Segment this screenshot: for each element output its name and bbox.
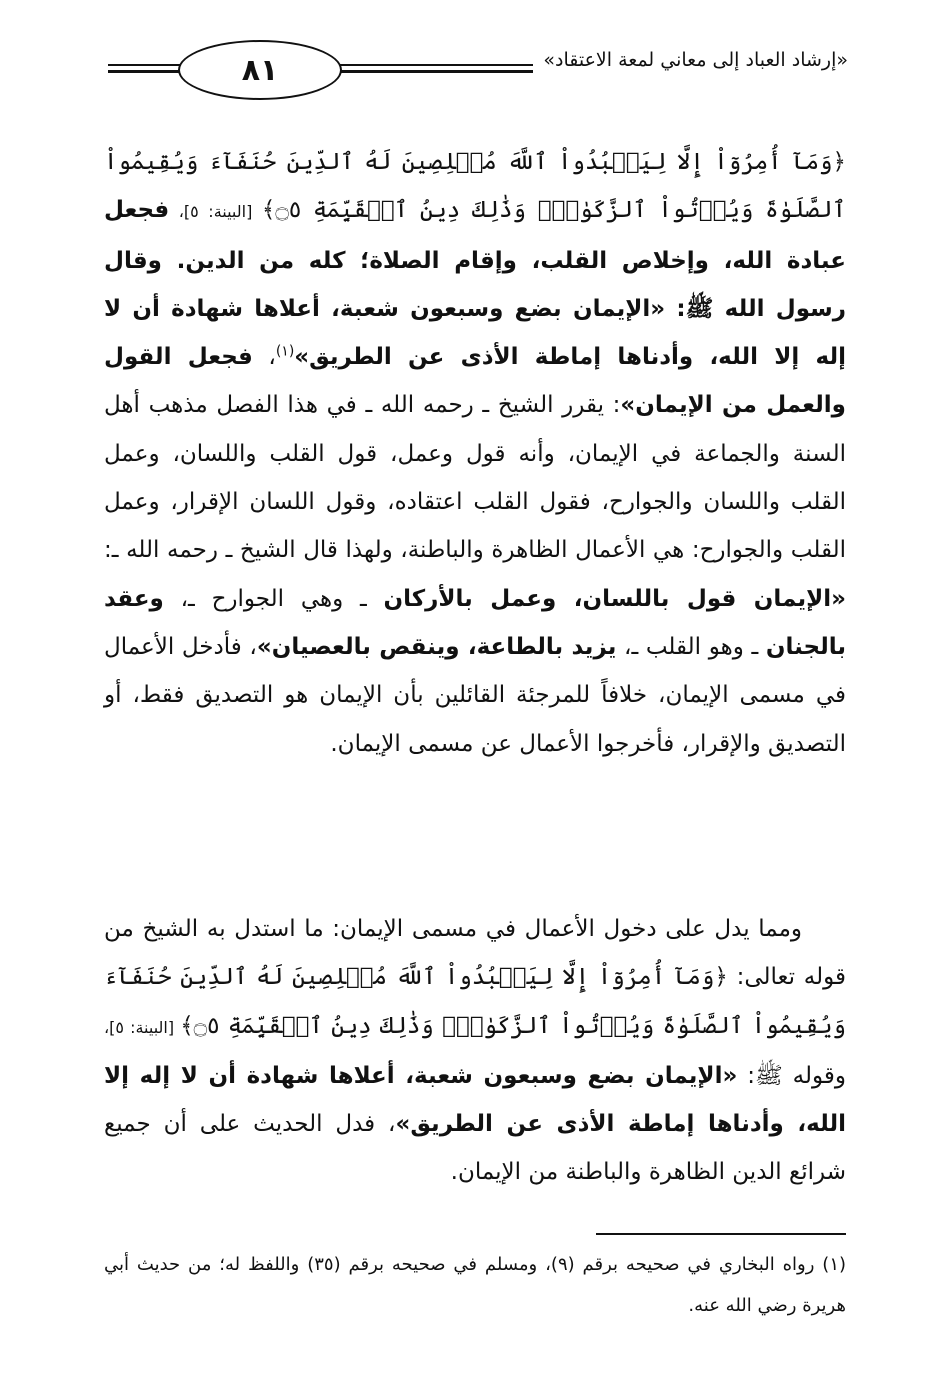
text-run: ، bbox=[252, 344, 276, 371]
quoted-text: وعقد بالجنان bbox=[104, 585, 846, 660]
text-run: وقوله ﷺ: bbox=[737, 1062, 847, 1089]
paragraph-1 bbox=[104, 138, 846, 768]
quran-verse: ﴿وَمَآ أُمِرُوٓاْ إِلَّا لِيَعۡبُدُواْ ٱللَّهَ مُخۡلِصِينَ لَهُ ٱلدِّينَ حُنَفَآءَ وَيُقِيمُواْ ٱلصَّلَوٰةَ وَيُؤۡتُواْ ٱلزَّكَوٰةَۚ وَذَٰلِكَ دِينُ ٱلۡقَيِّمَةِ ۝٥﴾ bbox=[104, 149, 846, 224]
footnote-separator bbox=[596, 1233, 846, 1235]
footnote-1: (١) رواه البخاري في صحيحه برقم (٩)، ومسلم في صحيحه برقم (٣٥) واللفظ له؛ من حديث أبي هريرة رضي الله عنه. bbox=[104, 1254, 847, 1316]
page-number: ٨١ bbox=[241, 52, 279, 88]
quoted-text: «الإيمان قول باللسان، وعمل بالأركان bbox=[383, 585, 846, 612]
running-header bbox=[108, 40, 848, 110]
text-run: ومما يدل على دخول الأعمال في مسمى الإيمان: ما استدل به الشيخ من قوله تعالى: bbox=[104, 916, 846, 991]
footnote-marker: (١) bbox=[275, 343, 295, 360]
text-run: ـ وهو القلب ـ، bbox=[616, 633, 766, 660]
text-run: ـ وهي الجوارح ـ، bbox=[163, 585, 384, 612]
page-number-oval bbox=[178, 40, 342, 100]
verse-reference: [البينة: ٥]، bbox=[169, 202, 262, 222]
quoted-text: فجعل القول والعمل من الإيمان» bbox=[104, 344, 846, 419]
running-title: «إرشاد العباد إلى معاني لمعة الاعتقاد» bbox=[533, 40, 848, 80]
verse-reference: [البينة: ٥]، bbox=[104, 1017, 181, 1037]
text-run: ، فدل الحديث على أن جميع شرائع الدين الظاهرة والباطنة من الإيمان. bbox=[104, 1111, 846, 1186]
footnotes bbox=[104, 1244, 846, 1326]
quoted-text: فجعل عبادة الله، وإخلاص القلب، وإقام الصلاة؛ كله من الدين. وقال رسول الله ﷺ: «الإيمان بضع وسبعون شعبة، أعلاها شهادة أن لا إله إلا الله، وأدناها إماطة الأذى عن الطريق» bbox=[104, 197, 846, 371]
quoted-text: «الإيمان بضع وسبعون شعبة، أعلاها شهادة أن لا إله إلا الله، وأدناها إماطة الأذى عن الطريق» bbox=[104, 1062, 846, 1138]
paragraph-2 bbox=[104, 905, 846, 1197]
text-run: : يقرر الشيخ ـ رحمه الله ـ في هذا الفصل مذهب أهل السنة والجماعة في الإيمان، وأنه قول وعمل، قول القلب واللسان، وعمل القلب واللسان والجوارح، فقول القلب اعتقاده، وقول اللسان الإقرار، وعمل القلب والجوارح: هي الأعمال الظاهرة والباطنة، ولهذا قال الشيخ ـ رحمه الله ـ: bbox=[104, 392, 846, 564]
quoted-text: يزيد بالطاعة، وينقص بالعصيان» bbox=[256, 633, 617, 660]
text-run: ، فأدخل الأعمال في مسمى الإيمان، خلافاً للمرجئة القائلين بأن الإيمان هو التصديق فقط، أو التصديق والإقرار، فأخرجوا الأعمال عن مسمى الإيمان. bbox=[104, 633, 846, 757]
quran-verse: ﴿وَمَآ أُمِرُوٓاْ إِلَّا لِيَعۡبُدُواْ ٱللَّهَ مُخۡلِصِينَ لَهُ ٱلدِّينَ حُنَفَآءَ وَيُقِيمُواْ ٱلصَّلَوٰةَ وَيُؤۡتُواْ ٱلزَّكَوٰةَۚ وَذَٰلِكَ دِينُ ٱلۡقَيِّمَةِ ۝٥﴾ bbox=[104, 964, 846, 1039]
